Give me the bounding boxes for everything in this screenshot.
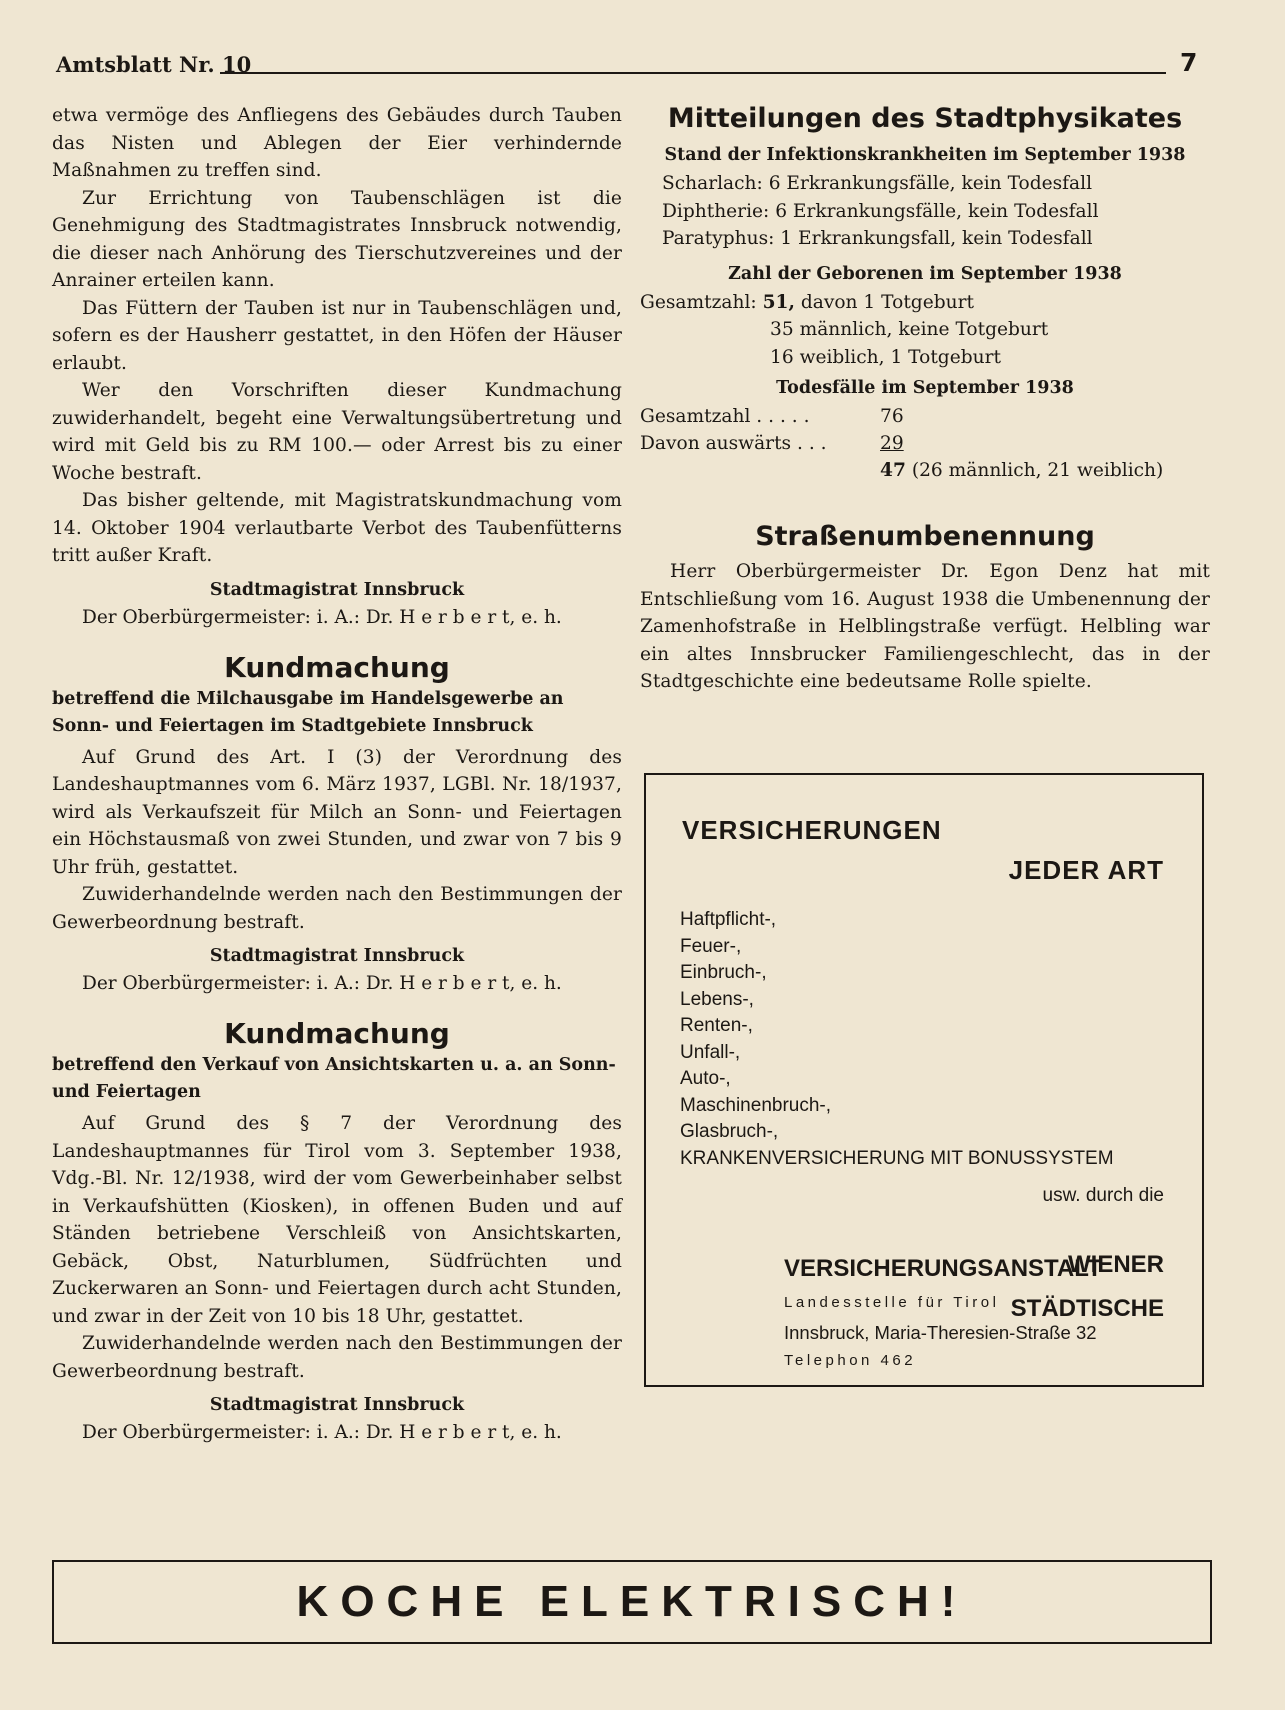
stat-total-value: 47 <box>880 460 906 481</box>
subsection-heading: Stand der Infektionskrankheiten im September 1938 <box>664 145 1186 165</box>
ad-company: WIENER <box>1068 1251 1164 1278</box>
signature-org: Stadtmagistrat Innsbruck <box>209 1395 465 1415</box>
right-column <box>640 102 1210 696</box>
stat-value: 51, <box>762 291 795 313</box>
list-item: Feuer-, <box>680 935 742 957</box>
paragraph: Auf Grund des § 7 der Verordnung des Landeshauptmannes für Tirol vom 3. September 1938, Vdg.-Bl. Nr. 12/1938, wird der vom Gewerbeinhaber selbst in Verkaufshütten (Kiosken), in offenen Buden und auf Ständen betriebene Verschleiß von Ansichtskarten, Gebäck, Obst, Naturblumen, Südfrüchten und Zuckerwaren an Sonn- und Feiertagen durch acht Stunden, und zwar in der Zeit von 10 bis 18 Uhr, gestattet. <box>52 1113 622 1327</box>
stat-value: 29 <box>880 433 904 454</box>
header-title: Amtsblatt Nr. 10 <box>56 52 252 77</box>
paragraph: Herr Oberbürgermeister Dr. Egon Denz hat mit Entschließung vom 16. August 1938 die Umbenennung der Zamenhofstraße in Helblingstraße verfügt. Helbling war ein altes Innsbrucker Familiengeschlecht, das in der Stadtgeschichte eine bedeutsame Rolle spielte. <box>640 561 1210 692</box>
paragraph: Wer den Vorschriften dieser Kundmachung zuwiderhandelt, begeht eine Verwaltungsübertretung und wird mit Geld bis zu RM 100.— oder Arrest bis zu einer Woche bestraft. <box>52 380 622 484</box>
stat-row <box>640 403 1210 430</box>
list-item: Renten-, <box>680 1015 753 1036</box>
section-subtitle: betreffend die Milchausgabe im Handelsgewerbe an Sonn- und Feiertagen im Stadtgebiete Innsbruck <box>52 688 564 736</box>
ad-list <box>680 907 1114 1172</box>
ad-usw: usw. durch die <box>1042 1185 1164 1206</box>
stat-label: Gesamtzahl . . . . . <box>640 406 810 427</box>
bottom-banner: KOCHE ELEKTRISCH! <box>52 1560 1212 1644</box>
death-stats <box>640 403 1210 484</box>
section-title: Mitteilungen des Stadtphysikates <box>667 103 1183 134</box>
spacer <box>640 457 880 484</box>
stat-line: Scharlach: 6 Erkrankungsfälle, kein Todesfall <box>662 173 1093 194</box>
paragraph: Das Füttern der Tauben ist nur in Taubenschlägen und, sofern es der Hausherr gestattet, in den Höfen der Häuser erlaubt. <box>52 297 622 374</box>
stat-line: 35 männlich, keine Totgeburt <box>770 319 1049 340</box>
list-item: Maschinenbruch-, <box>680 1094 832 1116</box>
list-item: KRANKENVERSICHERUNG MIT BONUSSYSTEM <box>680 1147 1114 1169</box>
stat-line: 16 weiblich, 1 Totgeburt <box>770 346 1001 368</box>
stat-rest: davon 1 Totgeburt <box>800 291 974 313</box>
stat-total <box>880 457 1163 484</box>
header-rule <box>220 72 1166 74</box>
paragraph: Auf Grund des Art. I (3) der Verordnung des Landeshauptmannes vom 6. März 1937, LGBl. Nr. 18/1937, wird als Verkaufszeit für Milch an Sonn- und Feiertagen ein Höchstausmaß von zwei Stunden, und zwar von 7 bis 9 Uhr früh, gestattet. <box>52 746 622 878</box>
stat-line: Diphtherie: 6 Erkrankungsfälle, kein Todesfall <box>662 200 1099 222</box>
stat-row <box>640 430 1210 457</box>
ad-address: Innsbruck, Maria-Theresien-Straße 32 <box>784 1322 1097 1343</box>
list-item: Auto-, <box>680 1068 731 1089</box>
list-item: Lebens-, <box>680 988 754 1010</box>
signature-name: Der Oberbürgermeister: i. A.: Dr. H e r b e r t, e. h. <box>82 1422 562 1443</box>
subsection-heading: Todesfälle im September 1938 <box>776 378 1074 398</box>
ad-phone: Telephon 462 <box>784 1352 917 1369</box>
paragraph: etwa vermöge des Anfliegens des Gebäudes durch Tauben das Nisten und Ablegen der Eier verhindernde Maßnahmen zu treffen sind. <box>52 105 622 181</box>
signature-name: Der Oberbürgermeister: i. A.: Dr. H e r b e r t, e. h. <box>82 973 562 994</box>
list-item: Unfall-, <box>680 1041 741 1063</box>
paragraph: Zuwiderhandelnde werden nach den Bestimmungen der Gewerbeordnung bestraft. <box>52 884 622 933</box>
ad-branch: Landesstelle für Tirol <box>784 1294 1000 1311</box>
stat-total-row <box>640 457 1210 484</box>
stat-value: 76 <box>880 406 904 427</box>
section-title: Straßenumbenennung <box>755 521 1095 552</box>
stat-total-rest: (26 männlich, 21 weiblich) <box>911 460 1164 481</box>
subsection-heading: Zahl der Geborenen im September 1938 <box>728 263 1122 284</box>
list-item: Einbruch-, <box>680 962 767 983</box>
paragraph: Zuwiderhandelnde werden nach den Bestimmungen der Gewerbeordnung bestraft. <box>52 1333 622 1382</box>
signature-org: Stadtmagistrat Innsbruck <box>209 946 465 966</box>
list-item: Glasbruch-, <box>680 1121 779 1142</box>
section-title: Kundmachung <box>224 1017 450 1050</box>
paragraph: Das bisher geltende, mit Magistratskundmachung vom 14. Oktober 1904 verlautbarte Verbot des Taubenfütterns tritt außer Kraft. <box>52 490 622 566</box>
stat-line: Paratyphus: 1 Erkrankungsfall, kein Todesfall <box>662 228 1093 249</box>
ad-title: JEDER ART <box>1008 855 1164 885</box>
ad-title: VERSICHERUNGEN <box>682 815 942 845</box>
section-subtitle: betreffend den Verkauf von Ansichtskarten u. a. an Sonn- und Feiertagen <box>52 1055 616 1102</box>
page-number: 7 <box>1180 48 1198 77</box>
signature-org: Stadtmagistrat Innsbruck <box>209 579 465 600</box>
ad-company: VERSICHERUNGSANSTALT <box>784 1255 1102 1282</box>
list-item: Haftpflicht-, <box>680 909 777 930</box>
stat-label: Gesamtzahl: <box>640 291 757 313</box>
left-column <box>52 102 622 1447</box>
signature-name: Der Oberbürgermeister: i. A.: Dr. H e r b e r t, e. h. <box>82 606 562 628</box>
ad-company: STÄDTISCHE <box>1010 1295 1164 1322</box>
paragraph: Zur Errichtung von Taubenschlägen ist die Genehmigung des Stadtmagistrates Innsbruck notwendig, die dieser nach Anhörung des Tierschutzvereines und der Anrainer erteilen kann. <box>52 187 622 291</box>
section-title: Kundmachung <box>224 650 450 684</box>
stat-line <box>640 289 1210 317</box>
stat-label: Davon auswärts . . . <box>640 433 827 454</box>
